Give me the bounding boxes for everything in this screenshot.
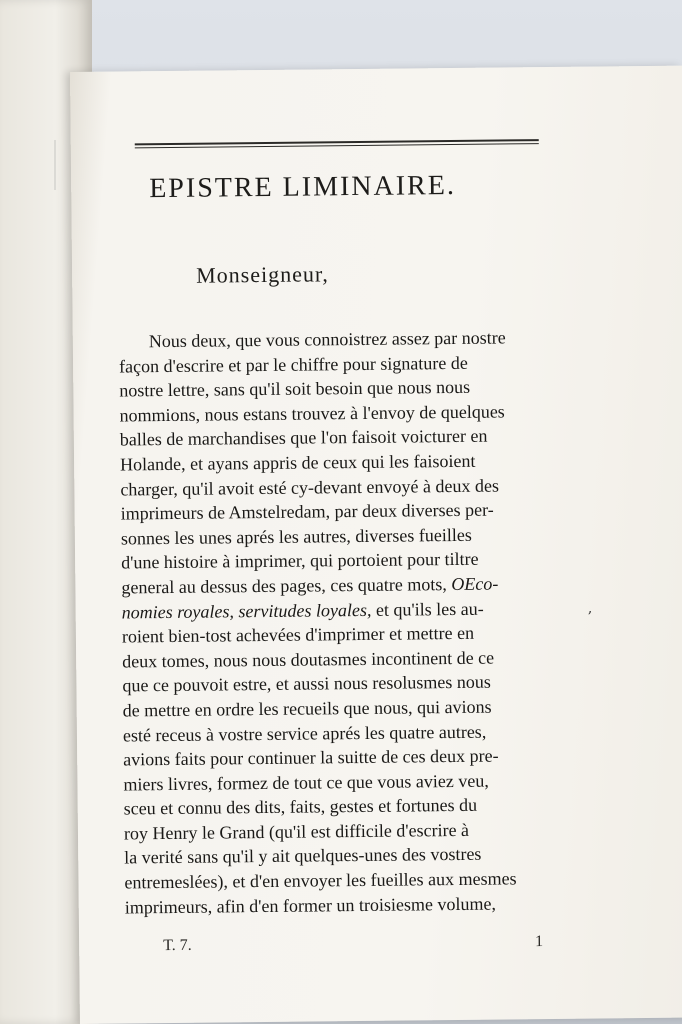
bleed-through-text bbox=[18, 140, 56, 190]
text-line: sceu et connu des dits, faits, gestes et fortunes du bbox=[123, 795, 478, 819]
text-line: nomies royales, servitudes loyales, et qu'ils les au- bbox=[121, 598, 484, 623]
page-number: 1 bbox=[535, 933, 544, 951]
text-line: avions faits pour continuer la suitte de ces deux pre- bbox=[123, 745, 499, 770]
text-line: nommions, nous estans trouvez à l'envoy de quelques bbox=[119, 401, 505, 426]
text-line: miers livres, formez de tout ce que vous aviez veu, bbox=[123, 770, 489, 795]
page-title: EPISTRE LIMINAIRE. bbox=[149, 169, 457, 205]
signature-mark: T. 7. bbox=[163, 936, 192, 955]
text-line: roy Henry le Grand (qu'il est difficile d'escrire à bbox=[123, 819, 470, 844]
text-line: de mettre en ordre les recueils que nous, qui avions bbox=[122, 696, 492, 721]
text-line: sonnes les unes aprés les autres, diverses fueilles bbox=[120, 524, 472, 549]
salutation: Monseigneur, bbox=[196, 261, 329, 288]
text-line: esté receus à vostre service aprés les quatre autres, bbox=[122, 721, 487, 745]
text-line: imprimeurs de Amstelredam, par deux diverses per- bbox=[120, 499, 494, 524]
text-line: Holande, et ayans appris de ceux qui les faisoient bbox=[120, 450, 476, 475]
text-line: charger, qu'il avoit esté cy-devant envoyé à deux des bbox=[120, 475, 500, 500]
text-line: la verité sans qu'il y ait quelques-unes des vostres bbox=[124, 844, 482, 868]
page-footer bbox=[163, 933, 543, 955]
text-line: general au dessus des pages, ces quatre mots, OEco- bbox=[121, 573, 499, 598]
text-line: Nous deux, que vous connoistrez assez par nostre bbox=[148, 327, 506, 352]
book-page bbox=[70, 66, 682, 1024]
text-line: entremeslées), et d'en envoyer les fueilles aux mesmes bbox=[124, 868, 517, 893]
text-line: d'une histoire à imprimer, qui portoient pour tiltre bbox=[121, 549, 479, 573]
header-rule bbox=[135, 139, 539, 148]
text-line: façon d'escrire et par le chiffre pour signature de bbox=[118, 352, 468, 377]
text-line: roient bien-tost achevées d'imprimer et mettre en bbox=[121, 622, 475, 647]
margin-mark: ‚ bbox=[587, 600, 593, 617]
text-line: imprimeurs, afin d'en former un troisiesme volume, bbox=[124, 893, 496, 918]
text-line: balles de marchandises que l'on faisoit voicturer en bbox=[119, 426, 488, 450]
text-line: nostre lettre, sans qu'il soit besoin que nous nous bbox=[119, 377, 471, 401]
text-line: que ce pouvoit estre, et aussi nous resolusmes nous bbox=[122, 671, 491, 696]
text-line: deux tomes, nous nous doutasmes incontinent de ce bbox=[122, 647, 495, 672]
body-text bbox=[119, 325, 595, 920]
